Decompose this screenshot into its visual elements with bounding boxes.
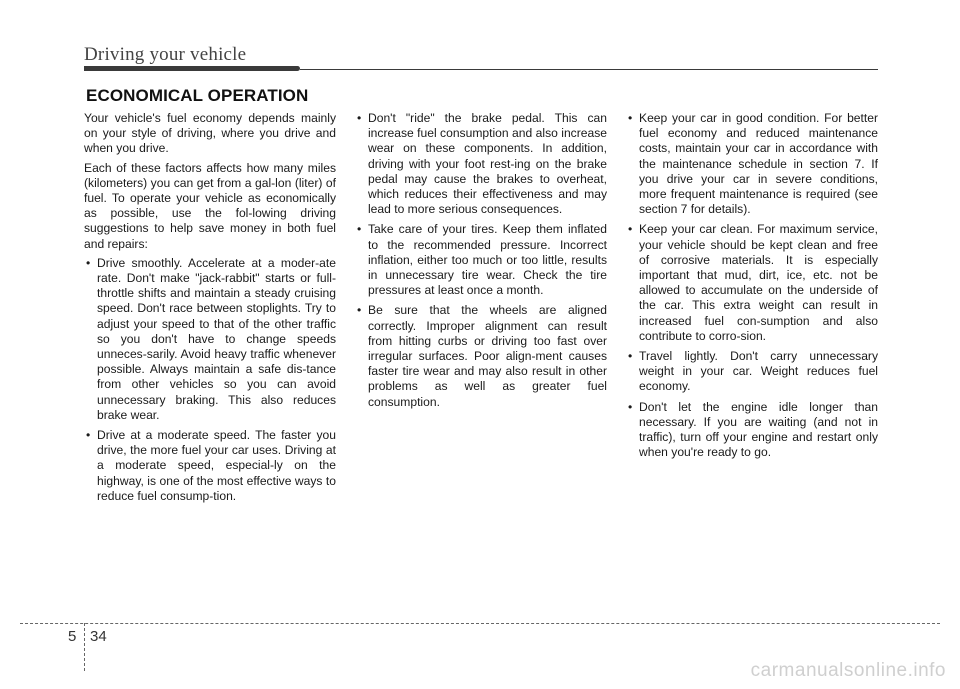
bullet-item: • Keep your car clean. For maximum service, your vehicle should be kept clean and free of corrosive materials. It is especially important that mud, dirt, ice, etc. not be allowed to accumulate on the underside of the car. This extra weight can result in increased fuel con-sumption and also contribute to corro-sion.	[626, 222, 878, 344]
bullet-item: • Keep your car in good condition. For better fuel economy and reduced maintenance costs, maintain your car in accordance with the maintenance schedule in section 7. If you drive your car in severe conditions, more frequent maintenance is required (see section 7 for details).	[626, 111, 878, 217]
header-rule-thick	[84, 66, 300, 71]
section-heading: ECONOMICAL OPERATION	[86, 86, 309, 105]
page-number: 34	[90, 628, 107, 645]
bullet-list	[84, 256, 336, 504]
paragraph: Your vehicle's fuel economy depends mainly on your style of driving, where you drive and when you drive.	[84, 111, 336, 156]
chapter-title: Driving your vehicle	[84, 44, 247, 65]
bullet-item: • Take care of your tires. Keep them inflated to the recommended pressure. Incorrect inflation, either too much or too little, results in unnecessary tire wear. Check the tire pressures at least once a month.	[355, 222, 607, 298]
bullet-list	[355, 111, 607, 410]
column-2	[355, 111, 607, 415]
watermark: carmanualsonline.info	[750, 660, 946, 681]
bullet-item: • Don't let the engine idle longer than necessary. If you are waiting (and not in traffic), turn off your engine and restart only when you're ready to go.	[626, 400, 878, 461]
chapter-number: 5	[68, 628, 77, 645]
bullet-item: • Travel lightly. Don't carry unnecessary weight in your car. Weight reduces fuel economy.	[626, 349, 878, 395]
bullet-item: • Don't "ride" the brake pedal. This can increase fuel consumption and also increase wear on these components. In addition, driving with your foot rest-ing on the brake pedal may cause the brakes to overheat, which reduces their effectiveness and may lead to more serious consequences.	[355, 111, 607, 217]
paragraph: Each of these factors affects how many miles (kilometers) you can get from a gal-lon (liter) of fuel. To operate your vehicle as economically as possible, use the fol-lowing driving suggestions to help save money in both fuel and repairs:	[84, 160, 336, 251]
footer-divider	[84, 623, 85, 671]
column-3	[626, 111, 878, 465]
bullet-item: • Drive smoothly. Accelerate at a moder-ate rate. Don't make "jack-rabbit" starts or full-throttle shifts and maintain a steady cruising speed. Don't race between stoplights. Try to adjust your speed to that of the other traffic so you don't have to change speeds unneces-sarily. Avoid heavy traffic whenever possible. Always maintain a safe dis-tance from other vehicles so you can avoid unnecessary braking. This also reduces brake wear.	[84, 256, 336, 423]
column-1	[84, 111, 336, 509]
bullet-item: • Drive at a moderate speed. The faster you drive, the more fuel your car uses. Driving at a moderate speed, especial-ly on the highway, is one of the most effective ways to reduce fuel consump-tion.	[84, 428, 336, 504]
bullet-list	[626, 111, 878, 460]
header-rule-thin	[300, 69, 878, 70]
footer-dashed-rule	[20, 623, 940, 624]
bullet-item: • Be sure that the wheels are aligned correctly. Improper alignment can result from hitting curbs or driving too fast over irregular surfaces. Poor align-ment causes faster tire wear and may also result in other problems as well as greater fuel consumption.	[355, 303, 607, 409]
